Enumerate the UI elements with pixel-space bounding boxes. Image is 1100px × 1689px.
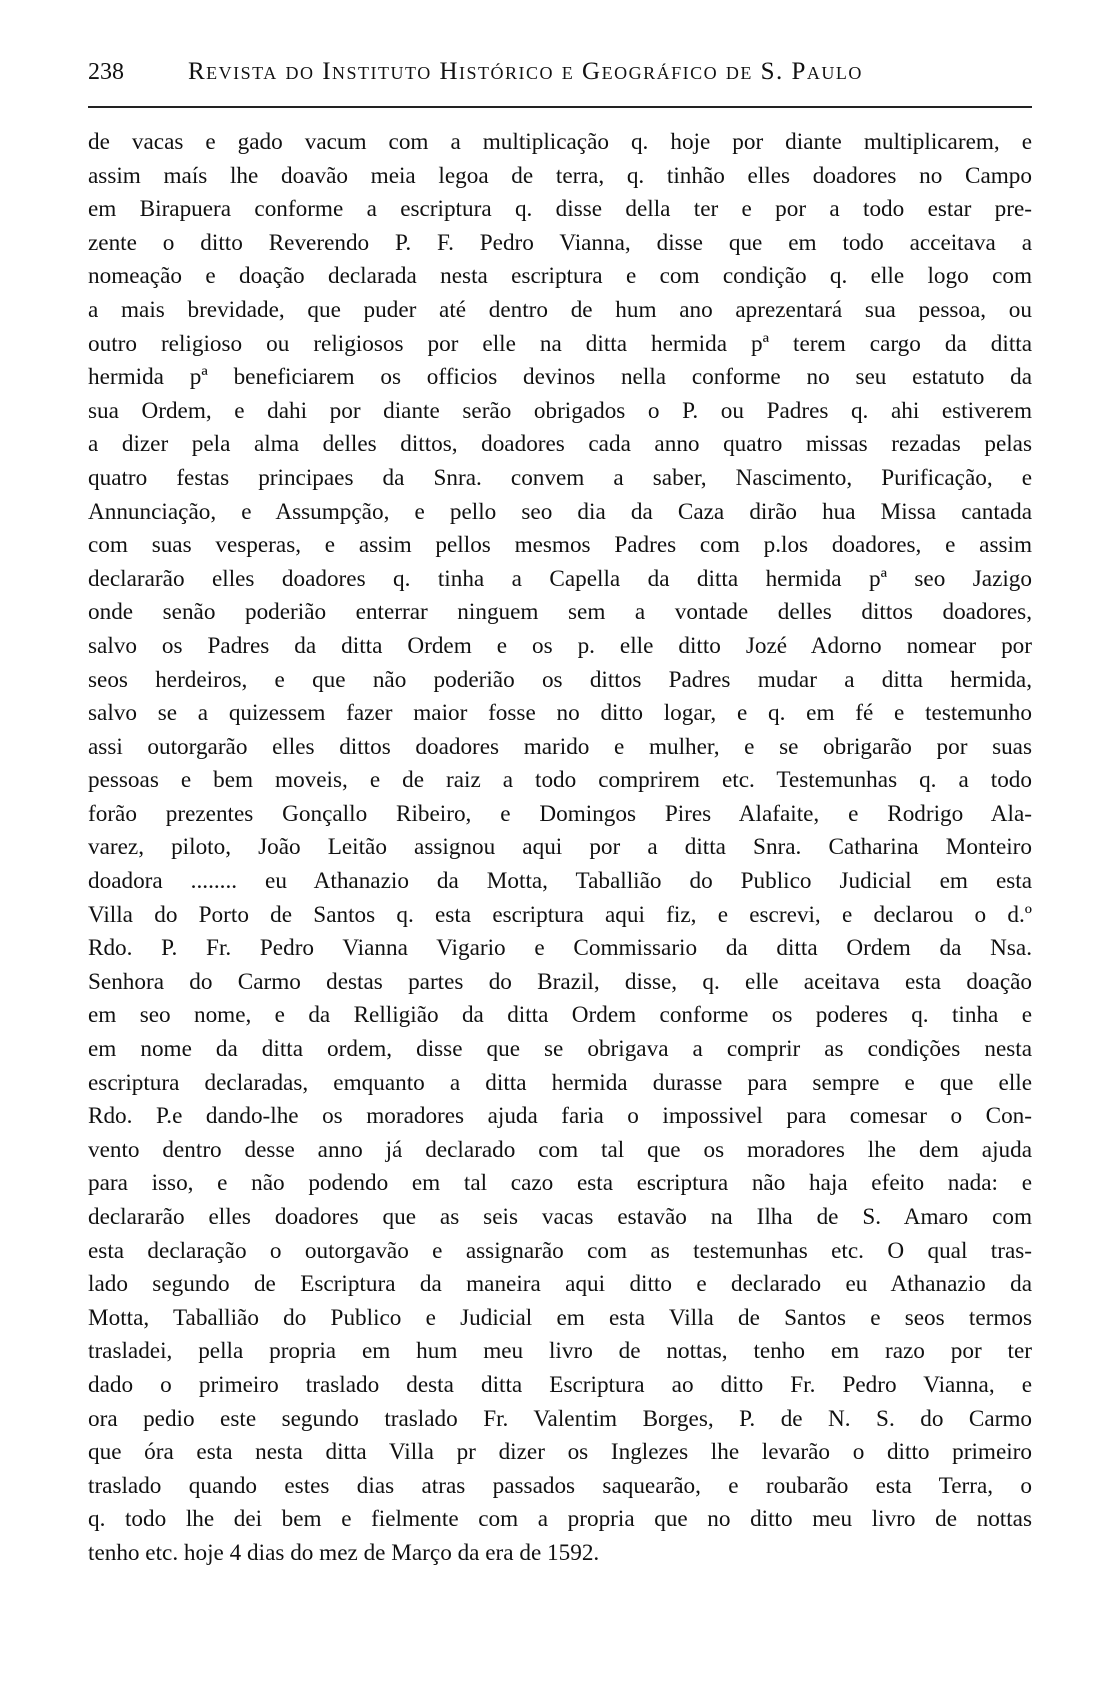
- text-line: de vacas e gado vacum com a multiplicação q. hoje por diante multiplicarem, e: [88, 129, 1032, 155]
- text-line: sua Ordem, e dahi por diante serão obrigados o P. ou Padres q. ahi estiverem: [88, 397, 1032, 424]
- text-line: em Birapuera conforme a escriptura q. disse della ter e por a todo estar pre-: [88, 196, 1032, 223]
- text-line: Senhora do Carmo destas partes do Brazil, disse, q. elle aceitava esta doação: [88, 968, 1032, 995]
- text-line: tenho etc. hoje 4 dias do mez de Março da era de 1592.: [88, 1539, 600, 1566]
- text-line: em nome da ditta ordem, disse que se obrigava a comprir as condições nesta: [88, 1036, 1032, 1063]
- journal-title: Revista do Instituto Histórico e Geográfico de S. Paulo: [188, 58, 863, 85]
- text-line: em seo nome, e da Relligião da ditta Ordem conforme os poderes q. tinha e: [88, 1002, 1032, 1029]
- text-line: q. todo lhe dei bem e fielmente com a propria que no ditto meu livro de nottas: [88, 1506, 1032, 1533]
- text-line: seos herdeiros, e que não poderião os dittos Padres mudar a ditta hermida,: [88, 666, 1032, 693]
- text-line: Rdo. P. Fr. Pedro Vianna Vigario e Commissario da ditta Ordem da Nsa.: [88, 935, 1032, 962]
- text-line: escriptura declaradas, emquanto a ditta hermida durasse para sempre e que elle: [88, 1069, 1032, 1096]
- text-line: nomeação e doação declarada nesta escriptura e com condição q. elle logo com: [88, 263, 1032, 290]
- text-line: pessoas e bem moveis, e de raiz a todo comprirem etc. Testemunhas q. a todo: [88, 767, 1032, 794]
- text-line: forão prezentes Gonçallo Ribeiro, e Domingos Pires Alafaite, e Rodrigo Ala-: [88, 800, 1032, 827]
- text-line: quatro festas principaes da Snra. convem a saber, Nascimento, Purificação, e: [88, 464, 1032, 491]
- text-line: assim maís lhe doavão meia legoa de terra, q. tinhão elles doadores no Campo: [88, 162, 1032, 189]
- text-line: hermida pª beneficiarem os officios devinos nella conforme no seu estatuto da: [88, 364, 1032, 391]
- text-line: varez, piloto, João Leitão assignou aqui por a ditta Snra. Catharina Monteiro: [88, 834, 1032, 861]
- text-line: onde senão poderião enterrar ninguem sem a vontade delles dittos doadores,: [88, 599, 1032, 626]
- text-line: salvo os Padres da ditta Ordem e os p. elle ditto Jozé Adorno nomear por: [88, 632, 1032, 659]
- text-line: a dizer pela alma delles dittos, doadores cada anno quatro missas rezadas pelas: [88, 431, 1032, 458]
- text-line: salvo se a quizessem fazer maior fosse no ditto logar, e q. em fé e testemunho: [88, 700, 1032, 727]
- text-line: a mais brevidade, que puder até dentro de hum ano aprezentará sua pessoa, ou: [88, 296, 1032, 323]
- text-line: dado o primeiro traslado desta ditta Escriptura ao ditto Fr. Pedro Vianna, e: [88, 1371, 1032, 1398]
- text-line: zente o ditto Reverendo P. F. Pedro Vianna, disse que em todo acceitava a: [88, 229, 1032, 256]
- text-line: com suas vesperas, e assim pellos mesmos Padres com p.los doadores, e assim: [88, 532, 1032, 559]
- text-line: declararão elles doadores que as seis vacas estavão na Ilha de S. Amaro com: [88, 1204, 1032, 1230]
- text-line: Rdo. P.e dando-lhe os moradores ajuda faria o impossivel para comesar o Con-: [88, 1103, 1032, 1130]
- text-line: assi outorgarão elles dittos doadores marido e mulher, e se obrigarão por suas: [88, 733, 1032, 760]
- body-text: [88, 126, 1032, 1571]
- text-line: esta declaração o outorgavão e assignarão com as testemunhas etc. O qual tras-: [88, 1237, 1032, 1264]
- text-line: para isso, e não podendo em tal cazo esta escriptura não haja efeito nada: e: [88, 1170, 1032, 1197]
- text-line: lado segundo de Escriptura da maneira aqui ditto e declarado eu Athanazio da: [88, 1271, 1032, 1298]
- text-line: doadora ........ eu Athanazio da Motta, Taballião do Publico Judicial em esta: [88, 868, 1032, 895]
- page-number: 238: [88, 59, 124, 85]
- document-page: [88, 58, 1032, 1571]
- text-line: Motta, Taballião do Publico e Judicial em esta Villa de Santos e seos termos: [88, 1304, 1032, 1331]
- text-line: traslado quando estes dias atras passados saquearão, e roubarão esta Terra, o: [88, 1472, 1032, 1499]
- running-header: [88, 58, 1032, 108]
- text-line: que óra esta nesta ditta Villa pr dizer os Inglezes lhe levarão o ditto primeiro: [88, 1439, 1032, 1466]
- text-line: Annunciação, e Assumpção, e pello seo dia da Caza dirão hua Missa cantada: [88, 498, 1032, 525]
- text-line: vento dentro desse anno já declarado com tal que os moradores lhe dem ajuda: [88, 1136, 1032, 1163]
- text-line: ora pedio este segundo traslado Fr. Valentim Borges, P. de N. S. do Carmo: [88, 1405, 1032, 1432]
- text-line: declararão elles doadores q. tinha a Capella da ditta hermida pª seo Jazigo: [88, 565, 1032, 592]
- text-line: outro religioso ou religiosos por elle na ditta hermida pª terem cargo da ditta: [88, 330, 1032, 357]
- text-line: Villa do Porto de Santos q. esta escriptura aqui fiz, e escrevi, e declarou o d.º: [88, 901, 1032, 928]
- text-line: trasladei, pella propria em hum meu livro de nottas, tenho em razo por ter: [88, 1338, 1032, 1365]
